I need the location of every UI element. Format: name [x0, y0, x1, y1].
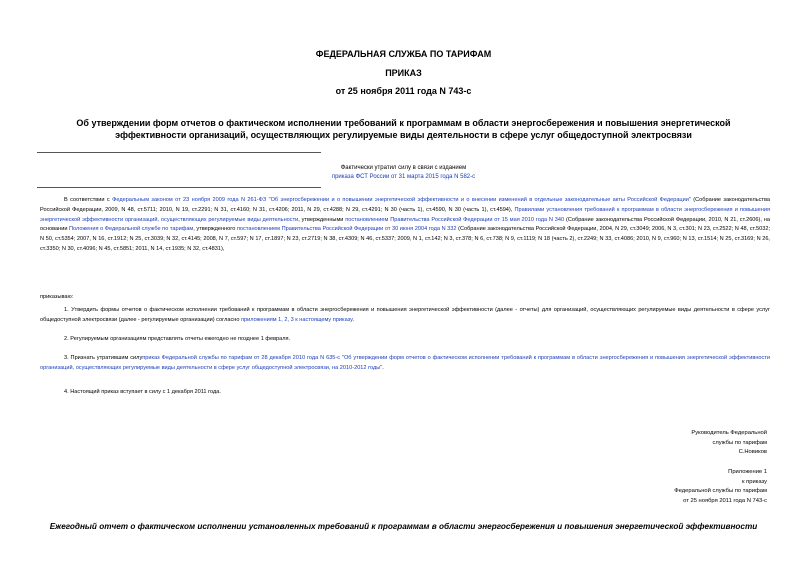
document-type-heading: ПРИКАЗ: [385, 68, 422, 78]
annual-report-title: Ежегодный отчет о фактическом исполнении установленных требований к программам в области энергосбережения и повышения энергетической эффективности: [49, 522, 758, 531]
agency-heading: ФЕДЕРАЛЬНАЯ СЛУЖБА ПО ТАРИФАМ: [315, 49, 492, 59]
appendix-block: [674, 468, 767, 506]
order-item-3-text: 3. Признать утратившим силу: [64, 355, 143, 361]
signature-block: [691, 429, 767, 458]
separator-bottom: [37, 187, 321, 188]
order-item-1: [40, 306, 770, 326]
fst-regulation-link[interactable]: Положения о Федеральной службе по тарифам: [69, 226, 194, 233]
status-note-text: Фактически утратил силу в связи с изданием: [340, 165, 467, 171]
order-item-3: [40, 354, 770, 374]
rules-link[interactable]: Правилами установления требований к программам в области энергосбережения и повышения энергетической эффективности организаций, осуществляющих регулируемые виды деятельности: [40, 206, 771, 223]
preamble-text-4: (Собрание законодательства Российской Федерации, 2010, N 21, ст.2606), на основании: [40, 216, 770, 233]
status-note: [0, 164, 807, 182]
resolution-340-link[interactable]: постановлением Правительства Российской Федерации от 15 мая 2010 года N 340: [345, 216, 565, 223]
appendices-link[interactable]: приложениям 1, 2, 3 к настоящему приказу: [241, 316, 353, 323]
preamble-text-1: В соответствии с: [64, 197, 110, 203]
order-635-c-link[interactable]: приказ Федеральной службы по тарифам от 28 декабря 2010 года N 635-с "Об утверждении форм отчетов о фактическом исполнении требований к программам в области энергосбережения и повышения энергетической эффективности организаций, осуществляющих регулируемые виды деятельности в сфере услуг общедоступной электросвязи, на 2010-2012 годы": [40, 355, 770, 371]
preamble-text-3: , утвержденными: [298, 216, 346, 223]
signature-position-2: службы по тарифам: [712, 439, 767, 446]
order-lead: приказываю:: [40, 294, 74, 300]
preamble-text-5: , утвержденного: [193, 226, 237, 233]
preamble-text-6: (Собрание законодательства Российской Федерации, 2004, N 29, ст.3049; 2006, N 3, ст.301; N 23, ст.2522; N 48, ст.5032; N 50, ст.5354; 2007, N 16, ст.1912; N 25, ст.3039; N 32, ст.4145; 2008, N 7, ст.597; N 17, ст.1897; N 23, ст.2719; N 38, ст.4309; N 46, ст.5337; 2009, N 1, ст.142; N 3, ст.378; N 6, ст.738; N 9, ст.1119; N 18 (часть 2), ст.2249; N 33, ст.4086; 2010, N 9, ст.960; N 13, ст.1514; N 25, ст.3169; N 26, ст.3350; N 30, ст.4096; N 45, ст.5851; 2011, N 14, ст.1935; N 32, ст.4831),: [40, 226, 770, 252]
appendix-line-2: к приказу: [741, 478, 767, 485]
document-title: Об утверждении форм отчетов о фактическом исполнении требований к программам в области энергосбережения и повышения энергетической эффективности организаций, осуществляющих регулируемые виды деятельности в сфере услуг общедоступной электросвязи: [76, 118, 731, 140]
preamble-paragraph: [40, 196, 770, 255]
law-261-fz-link[interactable]: Федеральным законом от 23 ноября 2009 года N 261-ФЗ "Об энергосбережении и о повышении энергетической эффективности и о внесении изменений в отдельные законодательные акты Российской Федерации": [112, 197, 691, 203]
order-item-3-end: .: [382, 364, 384, 371]
order-item-2: 2. Регулируемым организациям представлять отчеты ежегодно не позднее 1 февраля.: [64, 336, 291, 342]
status-note-link[interactable]: приказа ФСТ России от 31 марта 2015 года N 582-с: [331, 174, 476, 180]
order-item-1-text: 1. Утвердить формы отчетов о фактическом исполнении требований к программам в области энергосбережения и повышения энергетической эффективности (далее - отчеты) для организаций, осуществляющих регулируемые виды деятельности в сфере услуг общедоступной электросвязи (далее - регулируемые организации) согласно: [40, 307, 770, 323]
order-item-4: 4. Настоящий приказ вступает в силу с 1 декабря 2011 года.: [64, 389, 221, 395]
signature-position-1: Руководитель Федеральной: [691, 430, 767, 436]
appendix-line-4: от 25 ноября 2011 года N 743-с: [683, 497, 767, 504]
order-item-1-end: .: [352, 316, 354, 323]
appendix-line-3: Федеральной службы по тарифам: [674, 488, 767, 494]
appendix-number: Приложение 1: [728, 469, 767, 475]
document-date-number: от 25 ноября 2011 года N 743-с: [335, 86, 472, 96]
signature-name: С.Новиков: [738, 449, 767, 455]
preamble-text-2: (Собрание законодательства Российской Федерации, 2009, N 48, ст.5711; 2010, N 19, ст.2291; N 31, ст.4160; N 31, ст.4206; 2011, N 29, ст.4288; N 29, ст.4291; N 30 (часть 1), ст.4590, N 30 (часть 1), ст.4594),: [40, 197, 770, 213]
separator-top: [37, 152, 321, 153]
resolution-332-link[interactable]: постановлением Правительства Российской Федерации от 30 июня 2004 года N 332: [236, 226, 457, 233]
